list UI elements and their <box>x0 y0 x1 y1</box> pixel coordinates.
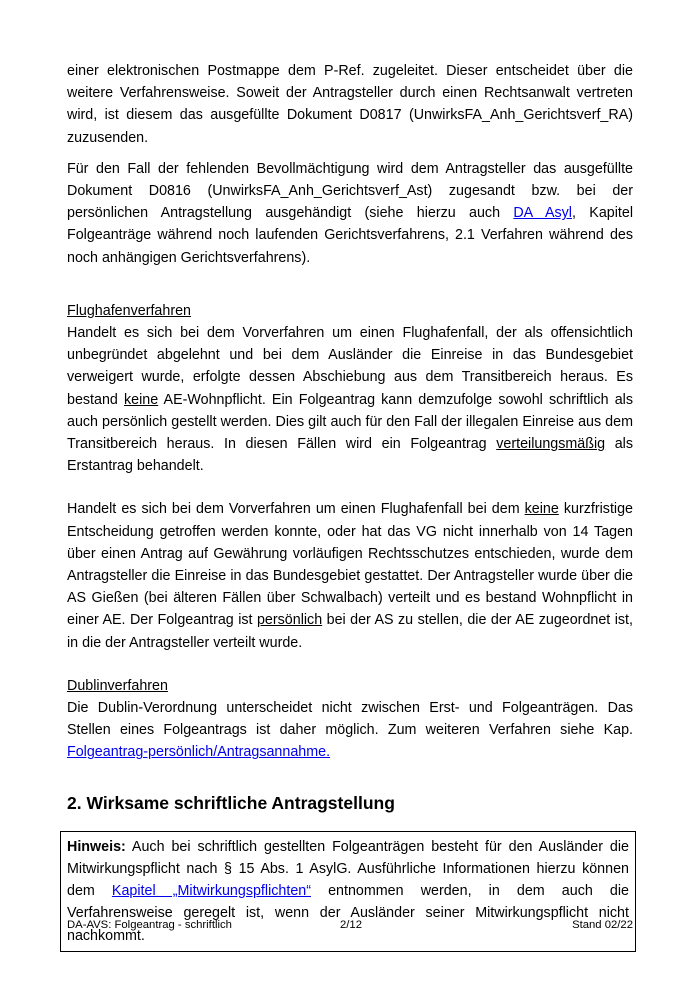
flughafen-paragraph-2: Handelt es sich bei dem Vorverfahren um einen Flughafenfall bei dem keine kurzfristige Entscheidung getroffen werden konnte, oder hat das VG nicht innerhalb von 14 Tagen über einen Antrag auf Gewährung vorläufigen Rechtsschutzes entschieden, wurde dem Antragsteller die Einreise in das Bundesgebiet gestattet. Der Antragsteller wurde über die AS Gießen (bei älteren Fällen über Schwalbach) verteilt und es bestand Wohnpflicht in einer AE. Der Folgeantrag ist persönlich bei der AS zu stellen, die der AE zugeordnet ist, in die der Antragsteller verteilt wurde. <box>67 501 634 651</box>
hinweis-text: Hinweis: Auch bei schriftlich gestellten Folgeanträgen besteht für den Ausländer die Mitwirkungspflicht nach § 15 Abs. 1 AsylG. Ausführliche Informationen hierzu können dem Kapitel „Mitwirkungspflichten“ entnommen werden, in dem auch die Verfahrensweise geregelt ist, wenn der Ausländer seiner Mitwirkungspflicht nicht nachkommt. <box>67 838 629 944</box>
paragraph-bevollmaechtigung: Für den Fall der fehlenden Bevollmächtigung wird dem Antragsteller das ausgefüllte Dokument D0816 (UnwirksFA_Anh_Gerichtsverf_Ast) zugesandt bzw. bei der persönlichen Antragstellung ausgehändigt (siehe hierzu auch DA Asyl, Kapitel Folgeanträge während noch laufenden Gerichtsverfahrens, 2.1 Verfahren während des noch anhängigen Gerichtsverfahrens). <box>67 160 633 266</box>
mitwirkungspflichten-link[interactable]: Kapitel „Mitwirkungspflichten“ <box>111 883 311 900</box>
footer-page-number: 2/12 <box>340 919 362 931</box>
hinweis-label: Hinweis: <box>67 838 126 855</box>
da-asyl-link[interactable]: DA Asyl <box>513 205 572 222</box>
section-2-title: 2. Wirksame schriftliche Antragstellung <box>67 792 395 813</box>
flughafen-heading: Flughafenverfahren <box>67 302 191 319</box>
folgeantrag-persoenlich-link[interactable]: Folgeantrag-persönlich/Antragsannahme. <box>67 744 331 761</box>
hinweis-box <box>60 831 636 952</box>
dublin-heading: Dublinverfahren <box>67 677 168 694</box>
document-body <box>67 60 633 952</box>
flughafen-section: Flughafenverfahren Handelt es sich bei dem Vorverfahren um einen Flughafenfall, der als offensichtlich unbegründet abgelehnt und bei dem Ausländer die Einreise in das Bundesgebiet verweigert wurde, erfolgte dessen Abschiebung aus dem Transitbereich heraus. Es bestand keine AE-Wohnpflicht. Ein Folgeantrag kann demzufolge sowohl schriftlich als auch persönlich gestellt werden. Dies gilt auch für den Fall der illegalen Einreise aus dem Transitbereich heraus. In diesen Fällen wird ein Folgeantrag verteilungsmäßig als Erstantrag behandelt. <box>67 300 633 478</box>
dublin-section: Dublinverfahren Die Dublin-Verordnung unterscheidet nicht zwischen Erst- und Folgeanträgen. Das Stellen eines Folgeantrags ist daher möglich. Zum weiteren Verfahren siehe Kap. Folgeantrag-persönlich/Antragsannahme. <box>67 675 633 764</box>
footer-date: Stand 02/22 <box>572 919 633 931</box>
footer-document-title: DA-AVS: Folgeantrag - schriftlich <box>67 919 232 931</box>
paragraph-postmappe: einer elektronischen Postmappe dem P-Ref. zugeleitet. Dieser entscheidet über die weitere Verfahrensweise. Soweit der Antragsteller durch einen Rechtsanwalt vertreten wird, ist diesem das ausgefüllte Dokument D0817 (UnwirksFA_Anh_Gerichtsverf_RA) zuzusenden. <box>67 63 633 146</box>
